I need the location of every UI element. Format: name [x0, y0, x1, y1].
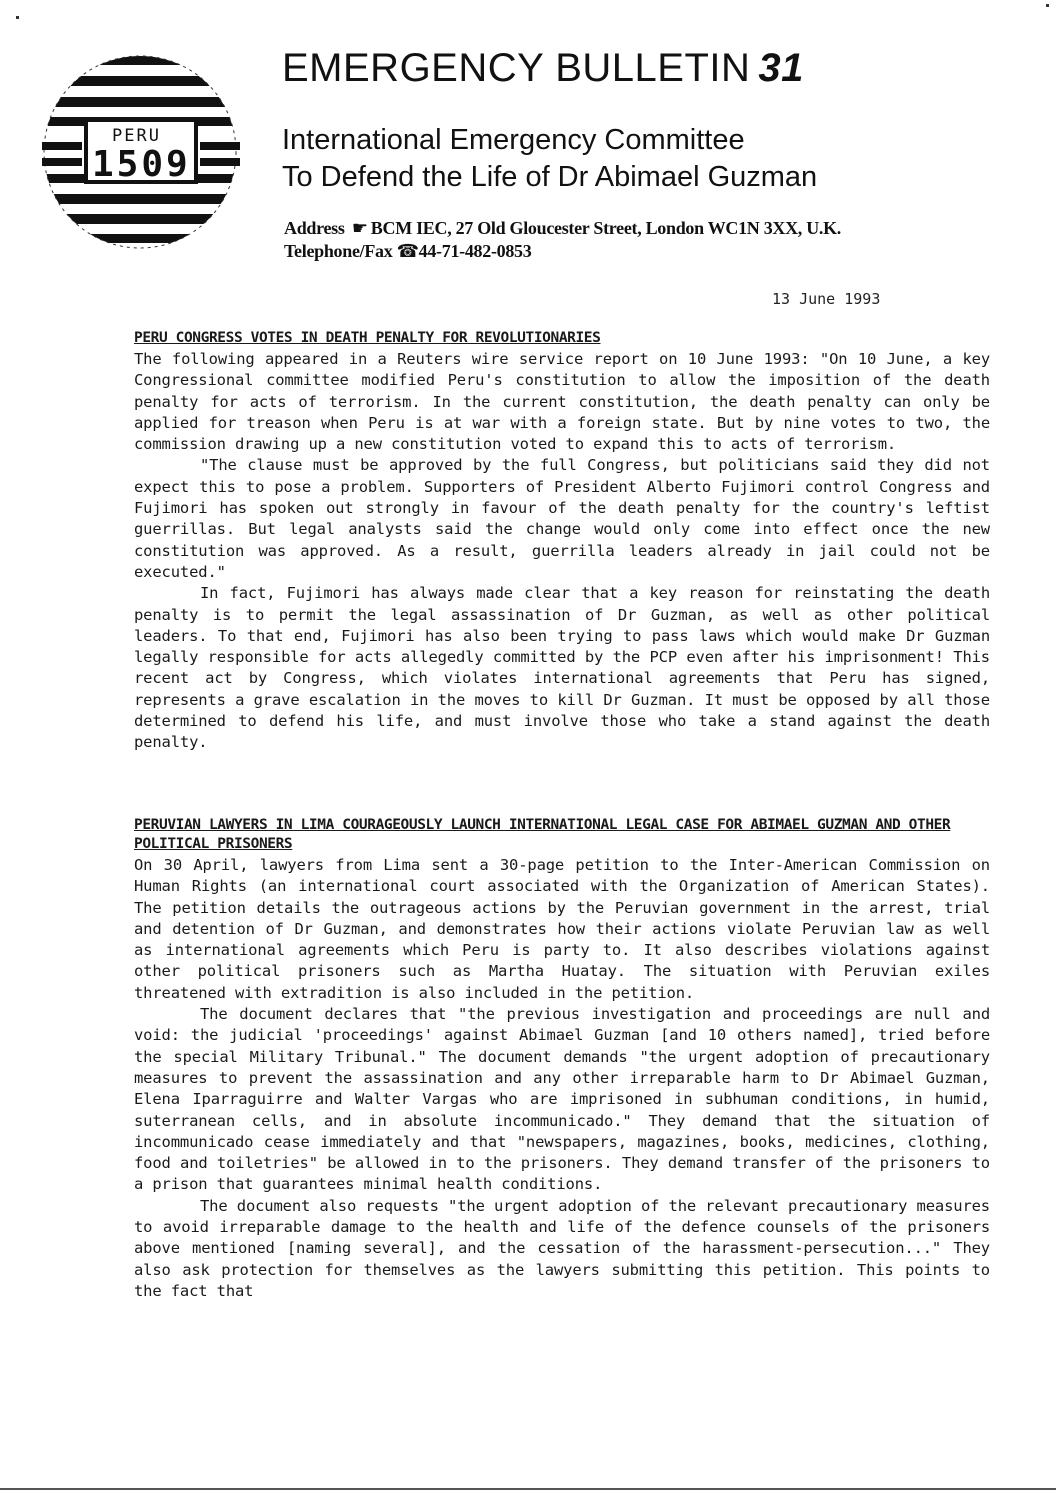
page-bottom-edge	[0, 1488, 1056, 1490]
bulletin-title	[282, 48, 804, 88]
bulletin-title-text: EMERGENCY BULLETIN	[282, 46, 751, 90]
striped-circle-logo	[28, 42, 258, 252]
pointing-hand-icon: ☛	[351, 218, 368, 238]
bulletin-date: 13 June 1993	[772, 290, 881, 308]
phone-value: 44-71-482-0853	[418, 241, 532, 261]
address-line	[284, 217, 841, 240]
article-paragraph: The document also requests "the urgent adoption of the relevant precautionary measures to avoid irreparable damage to the health and life of the defence counsels of the prisoners above mentioned [naming several], and the cessation of the harassment-persecution..." They also ask protection for themselves as the lawyers submitting this petition. This points to the fact that	[134, 1196, 990, 1300]
article-paragraph: The following appeared in a Reuters wire service report on 10 June 1993: "On 10 June, a key Congressional committee modified Peru's constitution to allow the imposition of the death penalty for acts of terrorism. In the current constitution, the death penalty can only be applied for treason when Peru is at war with a foreign state. But by nine votes to two, the commission drawing up a new constitution voted to expand this to acts of terrorism.	[134, 350, 990, 454]
committee-line-2: To Defend the Life of Dr Abimael Guzman	[282, 161, 818, 193]
article-heading: PERUVIAN LAWYERS IN LIMA COURAGEOUSLY LAUNCH INTERNATIONAL LEGAL CASE FOR ABIMAEL GUZMAN AND OTHER POLITICAL PRISONERS	[134, 817, 951, 852]
address-label: Address	[284, 218, 345, 238]
article-paragraph: "The clause must be approved by the full Congress, but politicians said they did not expect this to pose a problem. Supporters of President Alberto Fujimori control Congress and Fujimori has spoken out strongly in favour of the death penalty for the country's leftist guerrillas. But legal analysts said the change would only come into effect once the new constitution was approved. As a result, guerrilla leaders already in jail could not be executed."	[134, 456, 990, 581]
article-heading: PERU CONGRESS VOTES IN DEATH PENALTY FOR REVOLUTIONARIES	[134, 330, 601, 346]
contact-block	[284, 217, 841, 263]
scan-speck	[1046, 4, 1049, 7]
phone-line	[284, 240, 841, 263]
article-paragraph: The document declares that "the previous investigation and proceedings are null and void: the judicial 'proceedings' against Abimael Guzman [and 10 others named], tried before the special Military Tribunal." The document demands "the urgent adoption of precautionary measures to prevent the assassination and any other irreparable harm to Dr Abimael Guzman, Elena Iparraguirre and Walter Vargas who are imprisoned in subhuman conditions, in humid, suterranean cells, and in absolute incommunicado." They demand that the situation of incommunicado cease immediately and that "newspapers, magazines, books, medicines, clothing, food and toiletries" be allowed in to the prisoners. They demand transfer of the prisoners to a prison that guarantees minimal health conditions.	[134, 1005, 990, 1194]
logo-top-text: PERU	[112, 126, 161, 146]
committee-line-1: International Emergency Committee	[282, 124, 745, 156]
logo-number: 1509	[92, 144, 191, 185]
telephone-icon: ☎	[396, 241, 419, 261]
address-value: BCM IEC, 27 Old Gloucester Street, London WC1N 3XX, U.K.	[370, 218, 842, 238]
article-paragraph: On 30 April, lawyers from Lima sent a 30-page petition to the Inter-American Commission on Human Rights (an international court associated with the Organization of American States). The petition details the outrageous actions by the Peruvian government in the arrest, trial and detention of Dr Guzman, and demonstrates how their actions violate Peruvian law as well as international agreements which Peru is party to. It also describes violations against other political prisoners such as Martha Huatay. The situation with Peruvian exiles threatened with extradition is also included in the petition.	[134, 856, 990, 1002]
scan-speck	[16, 16, 19, 19]
article-legal-case	[134, 816, 990, 1302]
issue-number: 31	[758, 46, 804, 90]
committee-name	[282, 122, 817, 196]
article-paragraph: In fact, Fujimori has always made clear that a key reason for reinstating the death penalty is to permit the legal assassination of Dr Guzman, as well as other political leaders. To that end, Fujimori has also been trying to pass laws which would make Dr Guzman legally responsible for acts allegedly committed by the PCP even after his imprisonment! This recent act by Congress, which violates international agreements that Peru has signed, represents a grave escalation in the moves to kill Dr Guzman. It must be opposed by all those determined to defend his life, and must involve those who take a stand against the death penalty.	[134, 584, 990, 752]
phone-label: Telephone/Fax	[284, 241, 393, 261]
article-death-penalty	[134, 329, 990, 754]
